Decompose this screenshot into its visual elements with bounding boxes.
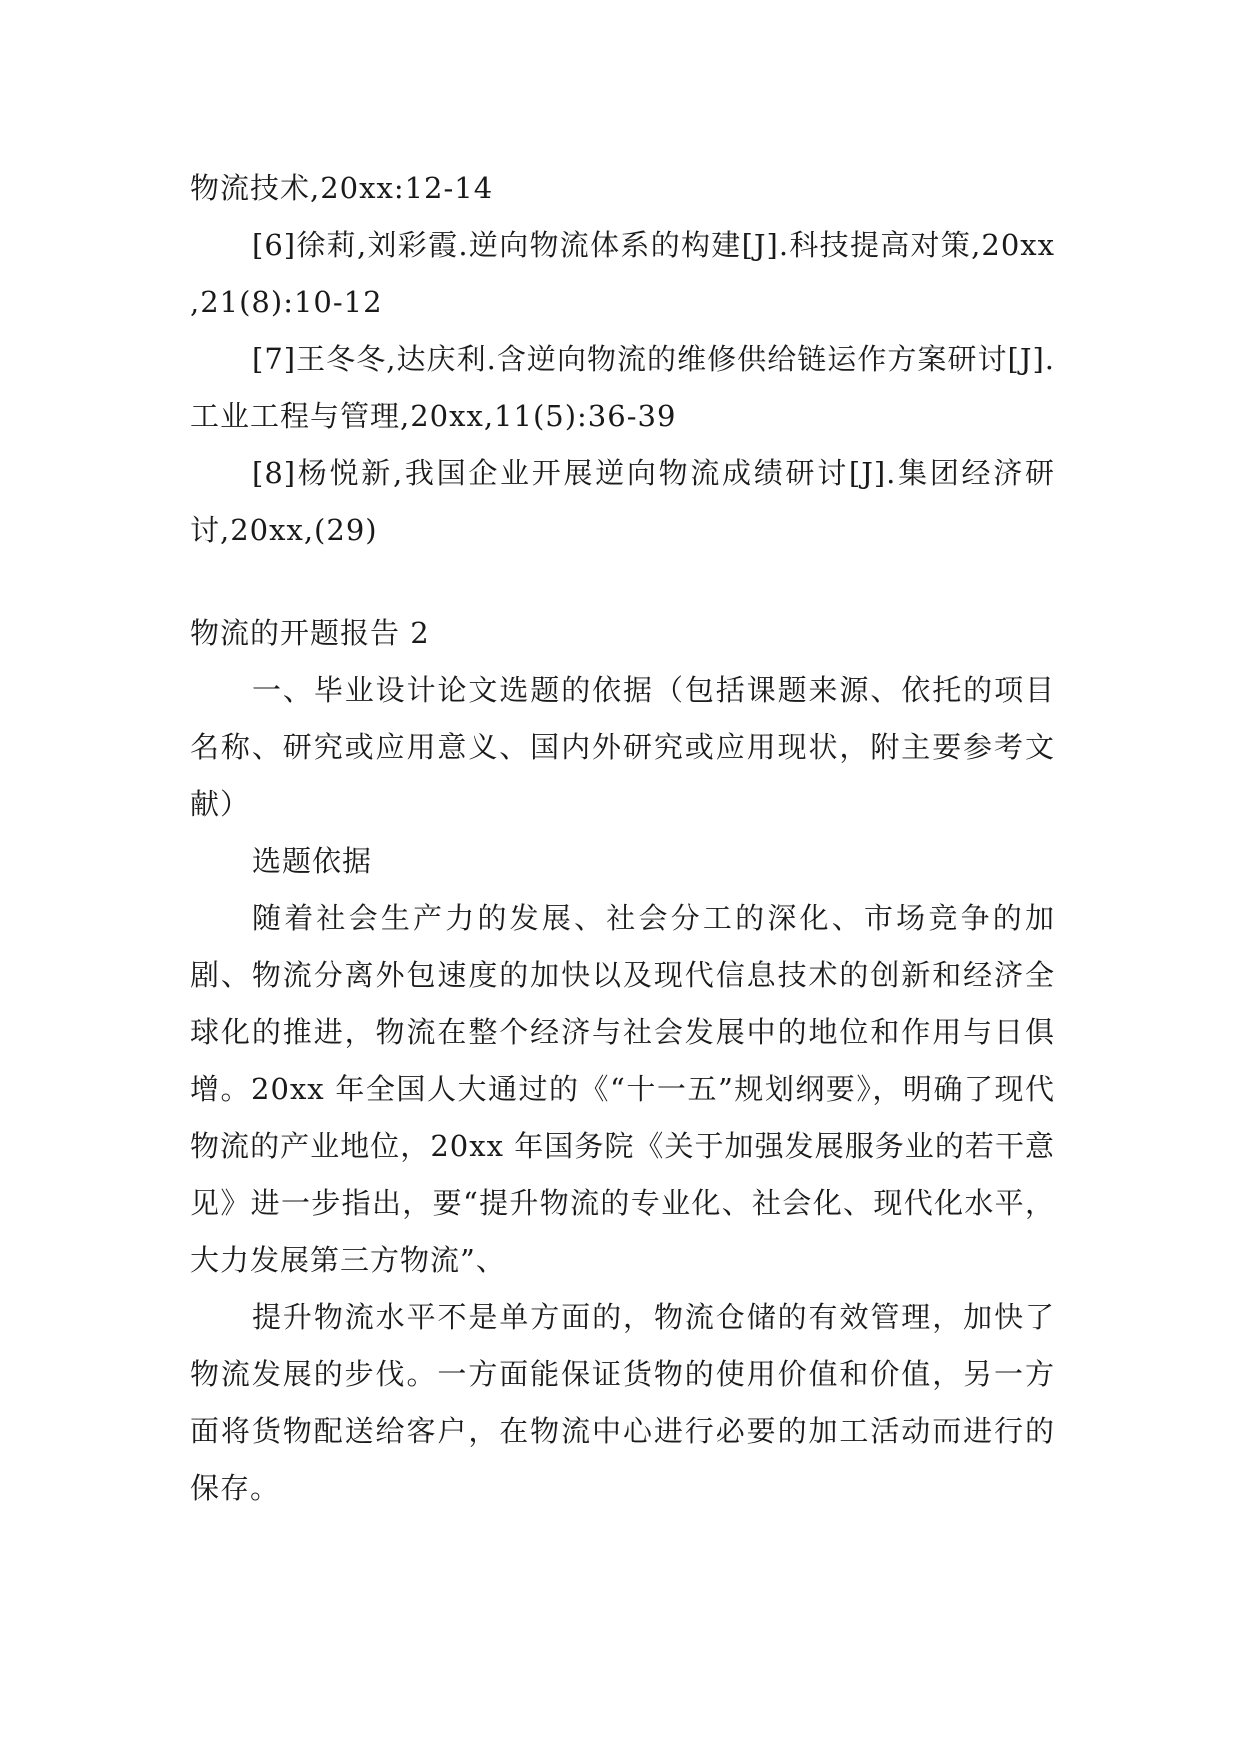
report-title: 物流的开题报告 2	[190, 616, 430, 650]
section-heading: 一、毕业设计论文选题的依据（包括课题来源、依托的项目名称、研究或应用意义、国内外研究或应用现状，附主要参考文献）	[190, 673, 1055, 821]
document-body	[190, 160, 1055, 1517]
section-spacer	[190, 559, 1055, 605]
reference-8: [8]杨悦新,我国企业开展逆向物流成绩研讨[J].集团经济研讨,20xx,(29)	[190, 456, 1055, 547]
body-paragraph-1: 随着社会生产力的发展、社会分工的深化、市场竞争的加剧、物流分离外包速度的加快以及现代信息技术的创新和经济全球化的推进，物流在整个经济与社会发展中的地位和作用与日俱增。20xx 年全国人大通过的《“十一五”规划纲要》，明确了现代物流的产业地位，20xx 年国务院《关于加强发展服务业的若干意见》进一步指出，要“提升物流的专业化、社会化、现代化水平，大力发展第三方物流”、	[190, 901, 1055, 1277]
reference-continuation: 物流技术,20xx:12-14	[190, 171, 494, 205]
reference-6: [6]徐莉,刘彩霞.逆向物流体系的构建[J].科技提高对策,20xx ,21(8):10-12	[190, 228, 1055, 319]
subheading-topic-basis: 选题依据	[252, 844, 373, 878]
reference-7: [7]王冬冬,达庆利.含逆向物流的维修供给链运作方案研讨[J].工业工程与管理,20xx,11(5):36-39	[190, 342, 1055, 433]
body-paragraph-2: 提升物流水平不是单方面的，物流仓储的有效管理，加快了物流发展的步伐。一方面能保证货物的使用价值和价值，另一方面将货物配送给客户，在物流中心进行必要的加工活动而进行的保存。	[190, 1300, 1055, 1505]
